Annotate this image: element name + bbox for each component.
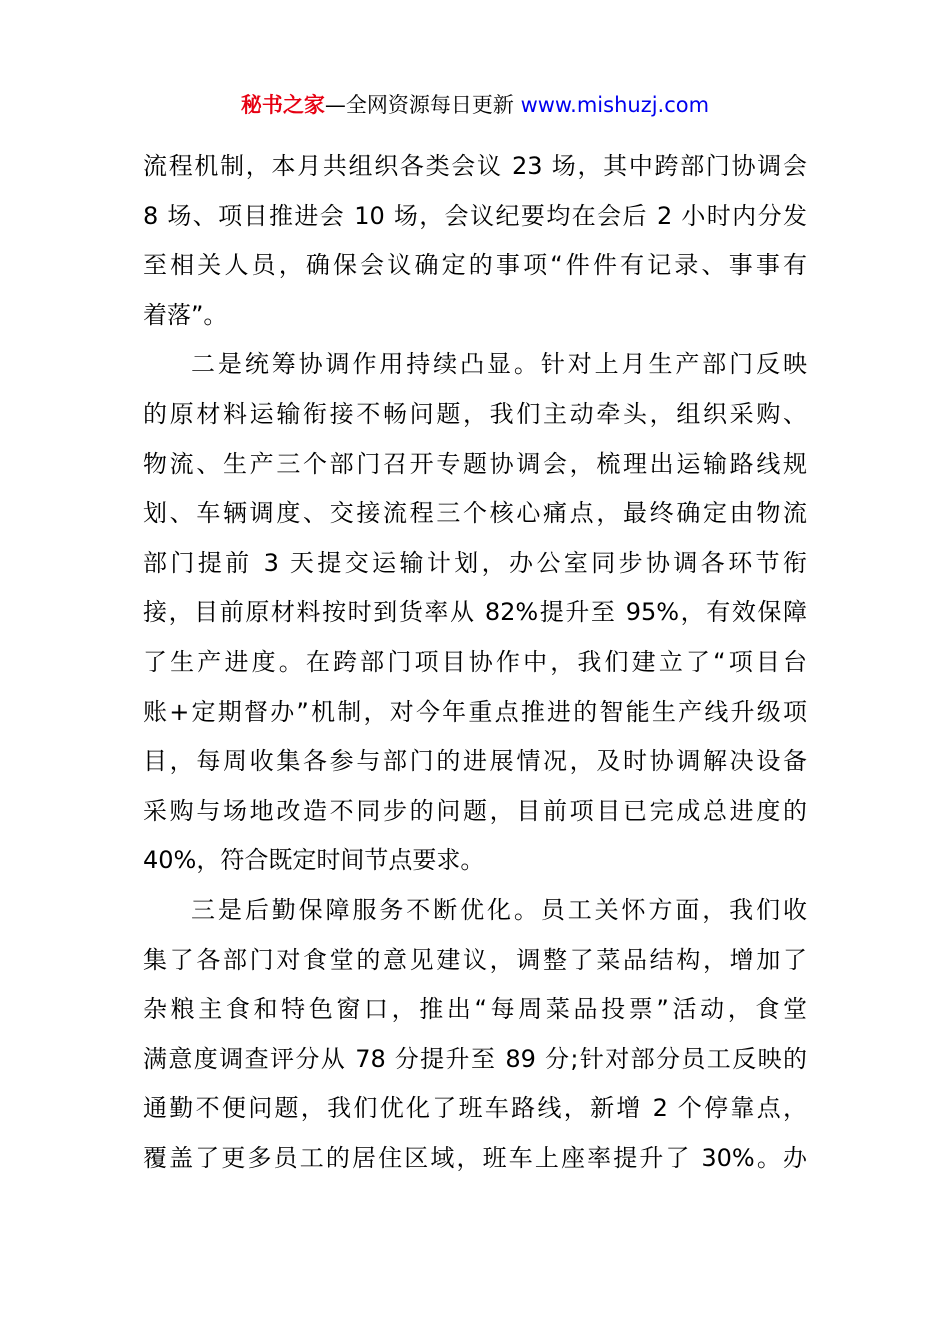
site-header (0, 88, 950, 122)
text-line: 满意度调查评分从 78 分提升至 89 分;针对部分员工反映的 (143, 1044, 807, 1073)
paragraph-start-line: 二是统筹协调作用持续凸显。针对上月生产部门反映 (191, 350, 807, 379)
text-line: 着落”。 (143, 300, 228, 329)
site-slogan: —全网资源每日更新 (324, 93, 521, 117)
site-brand: 秘书之家 (240, 93, 325, 117)
text-line: 划、车辆调度、交接流程三个核心痛点，最终确定由物流 (143, 499, 807, 528)
text-line: 账+定期督办”机制，对今年重点推进的智能生产线升级项 (143, 697, 807, 726)
site-url-link[interactable]: www.mishuzj.com (520, 93, 710, 117)
text-line: 8 场、项目推进会 10 场，会议纪要均在会后 2 小时内分发 (143, 201, 807, 230)
document-body (143, 146, 807, 1187)
text-line: 40%，符合既定时间节点要求。 (143, 846, 485, 875)
text-line: 部门提前 3 天提交运输计划，办公室同步协调各环节衔 (143, 548, 807, 577)
text-line: 了生产进度。在跨部门项目协作中，我们建立了“项目台 (143, 647, 807, 676)
text-line: 至相关人员，确保会议确定的事项“件件有记录、事事有 (143, 251, 807, 280)
text-line: 通勤不便问题，我们优化了班车路线，新增 2 个停靠点， (143, 1094, 807, 1123)
text-line: 采购与场地改造不同步的问题，目前项目已完成总进度的 (143, 796, 807, 825)
text-line: 集了各部门对食堂的意见建议，调整了菜品结构，增加了 (143, 945, 807, 974)
text-line: 流程机制，本月共组织各类会议 23 场，其中跨部门协调会 (143, 152, 807, 180)
text-line: 物流、生产三个部门召开专题协调会，梳理出运输路线规 (143, 449, 807, 478)
text-line: 目，每周收集各参与部门的进展情况，及时协调解决设备 (143, 747, 807, 776)
text-line: 杂粮主食和特色窗口，推出“每周菜品投票”活动，食堂 (143, 995, 807, 1024)
paragraph-start-line: 三是后勤保障服务不断优化。员工关怀方面，我们收 (191, 895, 807, 924)
text-line: 接，目前原材料按时到货率从 82%提升至 95%，有效保障 (143, 598, 807, 627)
text-line: 覆盖了更多员工的居住区域，班车上座率提升了 30%。办 (143, 1143, 807, 1172)
text-line: 的原材料运输衔接不畅问题，我们主动牵头，组织采购、 (143, 399, 807, 428)
